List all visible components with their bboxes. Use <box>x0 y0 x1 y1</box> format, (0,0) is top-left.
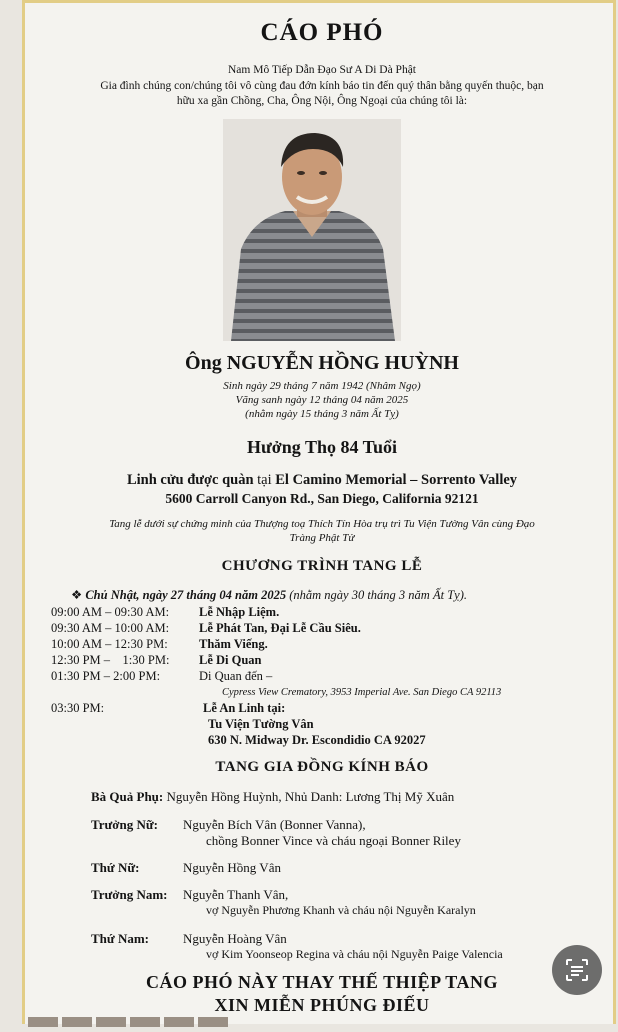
program-time-1: 09:00 AM – 09:30 AM: <box>51 605 170 619</box>
program-event-4: Lễ Di Quan <box>199 653 262 667</box>
family-name-5: Nguyễn Hoàng Vân <box>183 931 287 946</box>
family-role: Bà Quả Phụ: <box>91 789 164 804</box>
deceased-name: Ông NGUYỄN HỒNG HUỲNH <box>185 352 459 374</box>
thumbnail-strip[interactable] <box>28 1014 278 1024</box>
family-heading: TANG GIA ĐỒNG KÍNH BÁO <box>215 759 429 775</box>
thumbnail[interactable] <box>164 1017 194 1027</box>
thumbnail[interactable] <box>96 1017 126 1027</box>
family-member-1 <box>91 789 454 805</box>
family-name-3: Nguyễn Hồng Vân <box>183 860 281 875</box>
thumbnail[interactable] <box>62 1017 92 1027</box>
text-scan-icon <box>552 945 602 995</box>
blessing-line: Nam Mô Tiếp Dẫn Đạo Sư A Di Dà Phật <box>227 64 416 76</box>
program-time-4: 12:30 PM – 1:30 PM: <box>51 653 170 667</box>
page-title: CÁO PHÓ <box>260 19 384 46</box>
family-role-3: Thứ Nữ: <box>91 860 140 875</box>
ceremony-line-2: Tràng Phật Tử <box>289 532 355 544</box>
family-sub-4: vợ Nguyễn Phương Khanh và cháu nội Nguyễn Karalyn <box>206 903 476 917</box>
venue-prefix: Linh cửu được quàn <box>126 472 254 488</box>
family-sub-5: vợ Kim Yoonseop Regina và cháu nội Nguyễn Paige Valencia <box>206 947 503 961</box>
program-event-5: Di Quan đến – <box>199 669 273 683</box>
obituary-page <box>22 0 616 1024</box>
portrait-photo <box>223 119 401 341</box>
death-date-lunar: (nhằm ngày 15 tháng 3 năm Ất Tỵ) <box>245 408 399 420</box>
family-sub-2: chồng Bonner Vince và cháu ngoại Bonner Riley <box>206 833 461 848</box>
closing-line-1: CÁO PHÓ NÀY THAY THẾ THIỆP TANG <box>146 972 498 992</box>
venue-address: 5600 Carroll Canyon Rd., San Diego, California 92121 <box>165 491 479 506</box>
program-event-6: Lễ An Linh tại: <box>203 701 286 715</box>
program-time-2: 09:30 AM – 10:00 AM: <box>51 621 170 635</box>
program-time-5: 01:30 PM – 2:00 PM: <box>51 669 161 683</box>
program-event-2: Lễ Phát Tan, Đại Lễ Cầu Siêu. <box>199 621 361 635</box>
announcement-line-2: hữu xa gần Chồng, Cha, Ông Nội, Ông Ngoại của chúng tôi là: <box>176 95 468 107</box>
final-address: 630 N. Midway Dr. Escondidio CA 92027 <box>208 733 426 747</box>
announcement-line-1: Gia đình chúng con/chúng tôi vô cùng đau đớn kính báo tin đến quý thân bằng quyến thuộc, bạn <box>100 80 544 92</box>
thumbnail[interactable] <box>198 1017 228 1027</box>
program-date-line <box>71 587 467 603</box>
thumbnail[interactable] <box>28 1017 58 1027</box>
crematory-address: Cypress View Crematory, 3953 Imperial Ave. San Diego CA 92113 <box>222 687 502 698</box>
program-time-3: 10:00 AM – 12:30 PM: <box>51 637 168 651</box>
text-scan-button[interactable] <box>552 945 602 995</box>
age-line: Hưởng Thọ 84 Tuổi <box>246 437 397 457</box>
family-role-5: Thứ Nam: <box>91 931 149 946</box>
closing-line-2: XIN MIỄN PHÚNG ĐIẾU <box>214 995 430 1015</box>
ceremony-line-1: Tang lễ dưới sự chứng minh của Thượng toạ Thích Tín Hòa trụ trì Tu Viện Tường Vân cùng Đạo <box>109 518 535 530</box>
family-name-2: Nguyễn Bích Vân (Bonner Vanna), <box>183 817 366 832</box>
program-date: Chủ Nhật, ngày 27 tháng 04 năm 2025 <box>85 588 287 602</box>
venue-connector: tại <box>253 472 276 488</box>
family-name: Nguyễn Hồng Huỳnh, Nhủ Danh: Lương Thị Mỹ Xuân <box>166 789 455 804</box>
venue-line <box>25 472 618 489</box>
program-event-3: Thăm Viếng. <box>199 637 268 651</box>
birth-date: Sinh ngày 29 tháng 7 năm 1942 (Nhâm Ngọ) <box>223 380 421 392</box>
program-event-1: Lễ Nhập Liệm. <box>199 605 280 619</box>
thumbnail[interactable] <box>130 1017 160 1027</box>
family-role-4: Trưởng Nam: <box>91 887 168 902</box>
program-time-6: 03:30 PM: <box>51 701 105 715</box>
family-name-4: Nguyễn Thanh Vân, <box>183 887 289 902</box>
venue-place: El Camino Memorial – Sorrento Valley <box>275 472 518 488</box>
program-date-lunar: (nhằm ngày 30 tháng 3 năm Ất Tỵ). <box>289 588 467 602</box>
bullet-icon: ❖ <box>71 588 83 602</box>
final-place: Tu Viện Tường Vân <box>208 717 314 731</box>
program-heading: CHƯƠNG TRÌNH TANG LỄ <box>221 558 423 574</box>
death-date: Vãng sanh ngày 12 tháng 04 năm 2025 <box>235 394 409 406</box>
family-role-2: Trưởng Nữ: <box>91 817 158 832</box>
